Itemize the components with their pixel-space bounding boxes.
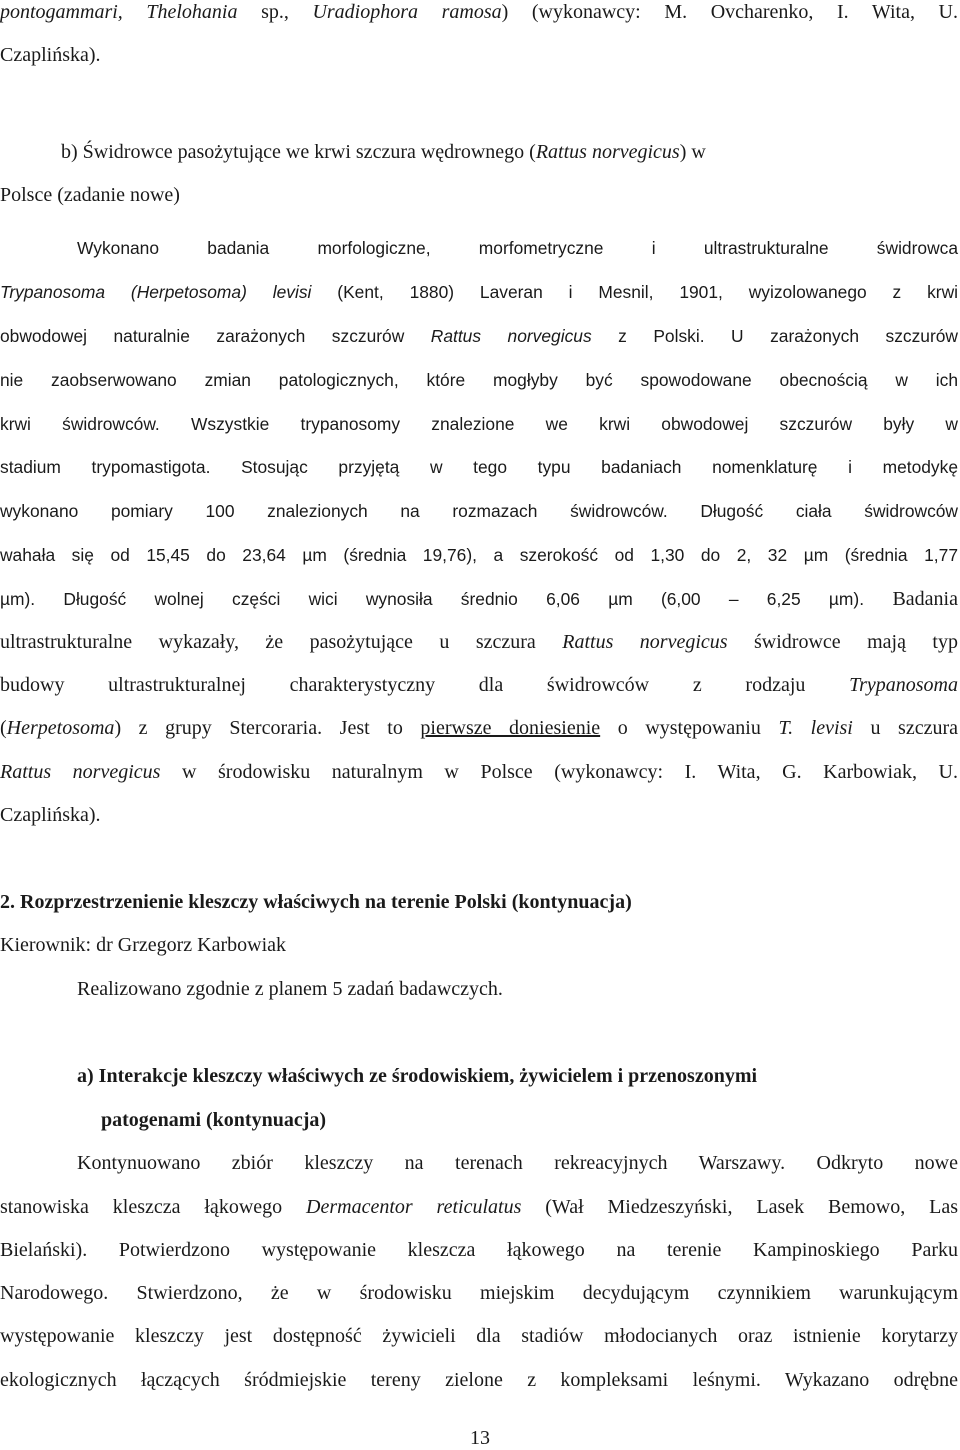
text-line: wykonano pomiary 100 znalezionych na rozmazach świdrowców. Długość ciała świdrowców: [0, 501, 958, 521]
text-span: ultrastrukturalne wykazały, że pasożytujące u szczura: [0, 631, 563, 653]
italic-text: Trypanosoma (Herpetosoma) levisi: [0, 282, 312, 302]
text-line: [0, 324, 958, 348]
underlined-text: pierwsze doniesienie: [420, 717, 601, 739]
section-2a-heading-cont: [101, 1108, 326, 1132]
text-line: Narodowego. Stwierdzono, że w środowisku miejskim decydującym czynnikiem warunkującym: [0, 1282, 958, 1304]
text-span: obwodowej naturalnie zarażonych szczurów: [0, 326, 431, 346]
text-span: ) z grupy Stercoraria. Jest to: [114, 717, 421, 739]
text-span: ) w: [679, 141, 706, 163]
text-span: u szczura: [852, 717, 958, 739]
text-line: [0, 455, 958, 479]
bold-text: patogenami (kontynuacja): [101, 1109, 327, 1131]
text-line: Czaplińska).: [0, 44, 101, 66]
italic-text: T. levisi: [778, 717, 853, 739]
section-2a-heading: [77, 1064, 757, 1088]
text-line: Bielański). Potwierdzono występowanie kleszcza łąkowego na terenie Kampinoskiego Parku: [0, 1239, 958, 1261]
text-span: sp.,: [237, 1, 313, 23]
text-span: Badania: [864, 588, 958, 610]
text-span: (: [0, 717, 7, 739]
text-line: ekologicznych łączących śródmiejskie tereny zielone z kompleksami leśnymi. Wykazano odrębne: [0, 1369, 958, 1391]
italic-text: Herpetosoma: [6, 717, 115, 739]
text-span: (Wał Miedzeszyński, Lasek Bemowo, Las: [521, 1196, 959, 1218]
text-span: budowy ultrastrukturalnej charakterystyczny dla świdrowców z rodzaju: [0, 674, 850, 696]
text-line: [0, 1195, 958, 1219]
text-span: (Kent, 1880) Laveran i Mesnil, 1901, wyizolowanego z krwi: [311, 282, 959, 302]
text-line: [0, 280, 958, 304]
text-line: Czaplińska).: [0, 804, 101, 826]
text-span: b) Świdrowce pasożytujące we krwi szczura wędrownego (: [61, 141, 536, 163]
bold-text: a) Interakcje kleszczy właściwych ze środowiskiem, żywicielem i przenoszonymi: [77, 1065, 758, 1087]
text-line: [0, 587, 958, 611]
text-span: świdrowce mają typ: [727, 631, 958, 653]
text-line: [0, 673, 958, 697]
section-2-heading: [0, 890, 632, 914]
text-line: nie zaobserwowano zmian patologicznych, które mogłyby być spowodowane obecnością w ich: [0, 370, 958, 390]
text-line: [0, 716, 958, 740]
bold-text: 2. Rozprzestrzenienie kleszczy właściwych na terenie Polski (kontynuacja): [0, 891, 632, 913]
text-span: stanowiska kleszcza łąkowego: [0, 1196, 307, 1218]
text-line: Kontynuowano zbiór kleszczy na terenach rekreacyjnych Warszawy. Odkryto nowe: [77, 1152, 958, 1174]
text-line: [0, 0, 958, 24]
italic-text: Trypanosoma: [849, 674, 958, 696]
text-span: w środowisku naturalnym w Polsce (wykonawcy: I. Wita, G. Karbowiak, U.: [160, 761, 958, 783]
text-span: z Polski. U zarażonych szczurów: [591, 326, 958, 346]
text-span: stadium trypomastigota.: [0, 457, 211, 477]
italic-text: Uradiophora ramosa: [312, 1, 502, 23]
page-number: 13: [470, 1427, 490, 1449]
text-line: występowanie kleszczy jest dostępność żywicieli dla stadiów młodocianych oraz istnienie korytarzy: [0, 1325, 958, 1347]
text-span: ) (wykonawcy: M. Ovcharenko, I. Wita, U.: [501, 1, 958, 23]
italic-text: Rattus norvegicus: [0, 761, 161, 783]
italic-text: Dermacentor reticulatus: [306, 1196, 522, 1218]
section-b-heading-cont: Polsce (zadanie nowe): [0, 184, 180, 206]
italic-text: pontogammari, Thelohania: [0, 1, 238, 23]
italic-text: Rattus norvegicus: [535, 141, 680, 163]
text-span: Stosując przyjętą w tego typu badaniach nomenklaturę i metodykę: [210, 457, 958, 477]
text-span: o występowaniu: [600, 717, 779, 739]
section-2-leader: Kierownik: dr Grzegorz Karbowiak: [0, 934, 287, 956]
text-span: µm). Długość wolnej części wici wynosiła średnio 6,06 µm (6,00 – 6,25 µm).: [0, 589, 865, 609]
italic-text: Rattus norvegicus: [562, 631, 728, 653]
section-2-intro: Realizowano zgodnie z planem 5 zadań badawczych.: [77, 978, 503, 1000]
text-line: Wykonano badania morfologiczne, morfometryczne i ultrastrukturalne świdrowca: [77, 238, 958, 258]
text-line: krwi świdrowców. Wszystkie trypanosomy znalezione we krwi obwodowej szczurów były w: [0, 414, 958, 434]
italic-text: Rattus norvegicus: [430, 326, 592, 346]
text-line: wahała się od 15,45 do 23,64 µm (średnia 19,76), a szerokość od 1,30 do 2, 32 µm (średnia 1,77: [0, 545, 958, 565]
text-line: [0, 760, 958, 784]
text-line: [0, 630, 958, 654]
section-b-heading: [61, 140, 706, 164]
